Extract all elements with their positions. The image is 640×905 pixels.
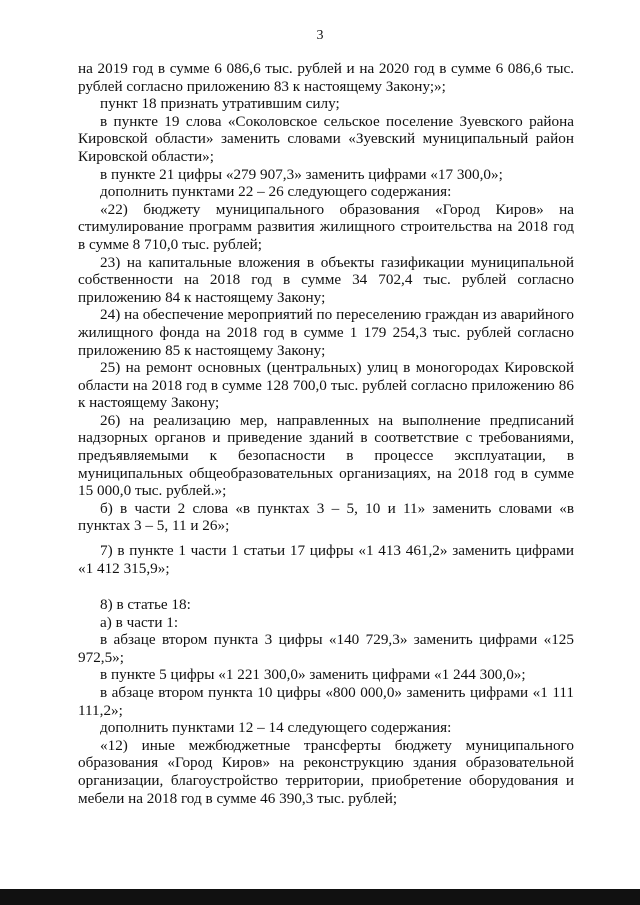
paragraph: 23) на капитальные вложения в объекты газификации муниципальной собственности на 2018 год в сумме 34 702,4 тыс. рублей согласно приложению 84 к настоящему Закону; bbox=[78, 253, 574, 306]
paragraph: 8) в статье 18: bbox=[100, 596, 191, 613]
page-number: 3 bbox=[316, 28, 324, 43]
paragraph: в абзаце втором пункта 10 цифры «800 000,0» заменить цифрами «1 111 111,2»; bbox=[78, 683, 574, 719]
amendments-block-3 bbox=[78, 596, 574, 807]
amendments-block-1 bbox=[78, 60, 574, 535]
scan-edge-bar bbox=[0, 889, 640, 905]
paragraph: в абзаце втором пункта 3 цифры «140 729,3» заменить цифрами «125 972,5»; bbox=[78, 631, 574, 666]
paragraph: «22) бюджету муниципального образования «Город Киров» на стимулирование программ развития жилищного строительства на 2018 год в сумме 8 710,0 тыс. рублей; bbox=[78, 200, 574, 253]
paragraph: в пункте 5 цифры «1 221 300,0» заменить цифрами «1 244 300,0»; bbox=[100, 666, 526, 684]
paragraph: дополнить пунктами 22 – 26 следующего содержания: bbox=[100, 183, 452, 201]
paragraph: в пункте 19 слова «Соколовское сельское поселение Зуевского района Кировской области» заменить словами «Зуевский муниципальный район Кировской области»; bbox=[78, 112, 574, 165]
paragraph: на 2019 год в сумме 6 086,6 тыс. рублей и на 2020 год в сумме 6 086,6 тыс. рублей согласно приложению 83 к настоящему Закону;»; bbox=[78, 60, 574, 95]
paragraph: а) в части 1: bbox=[100, 613, 179, 631]
paragraph: 7) в пункте 1 части 1 статьи 17 цифры «1 413 461,2» заменить цифрами «1 412 315,9»; bbox=[78, 542, 574, 577]
paragraph: пункт 18 признать утратившим силу; bbox=[100, 95, 340, 113]
paragraph: в пункте 21 цифры «279 907,3» заменить цифрами «17 300,0»; bbox=[100, 165, 503, 183]
paragraph: дополнить пунктами 12 – 14 следующего содержания: bbox=[100, 719, 452, 737]
paragraph: 24) на обеспечение мероприятий по переселению граждан из аварийного жилищного фонда на 2018 год в сумме 1 179 254,3 тыс. рублей согласно приложению 85 к настоящему Закону; bbox=[78, 306, 574, 359]
paragraph: «12) иные межбюджетные трансферты бюджету муниципального образования «Город Киров» на реконструкцию здания образовательной организации, благоустройство территории, приобретение оборудования и мебели на 2018 год в сумме 46 390,3 тыс. рублей; bbox=[78, 736, 574, 807]
amendments-block-2 bbox=[78, 542, 574, 577]
paragraph: 25) на ремонт основных (центральных) улиц в моногородах Кировской области на 2018 год в сумме 128 700,0 тыс. рублей согласно приложению 86 к настоящему Закону; bbox=[78, 359, 574, 412]
paragraph: б) в части 2 слова «в пунктах 3 – 5, 10 и 11» заменить словами «в пунктах 3 – 5, 11 и 26»; bbox=[78, 499, 574, 535]
paragraph: 26) на реализацию мер, направленных на выполнение предписаний надзорных органов и приведение зданий в соответствие с требованиями, предъявляемыми к безопасности в процессе эксплуатации, в муниципальных общеобразовательных организациях, на 2018 год в сумме 15 000,0 тыс. рублей.»; bbox=[78, 411, 574, 500]
